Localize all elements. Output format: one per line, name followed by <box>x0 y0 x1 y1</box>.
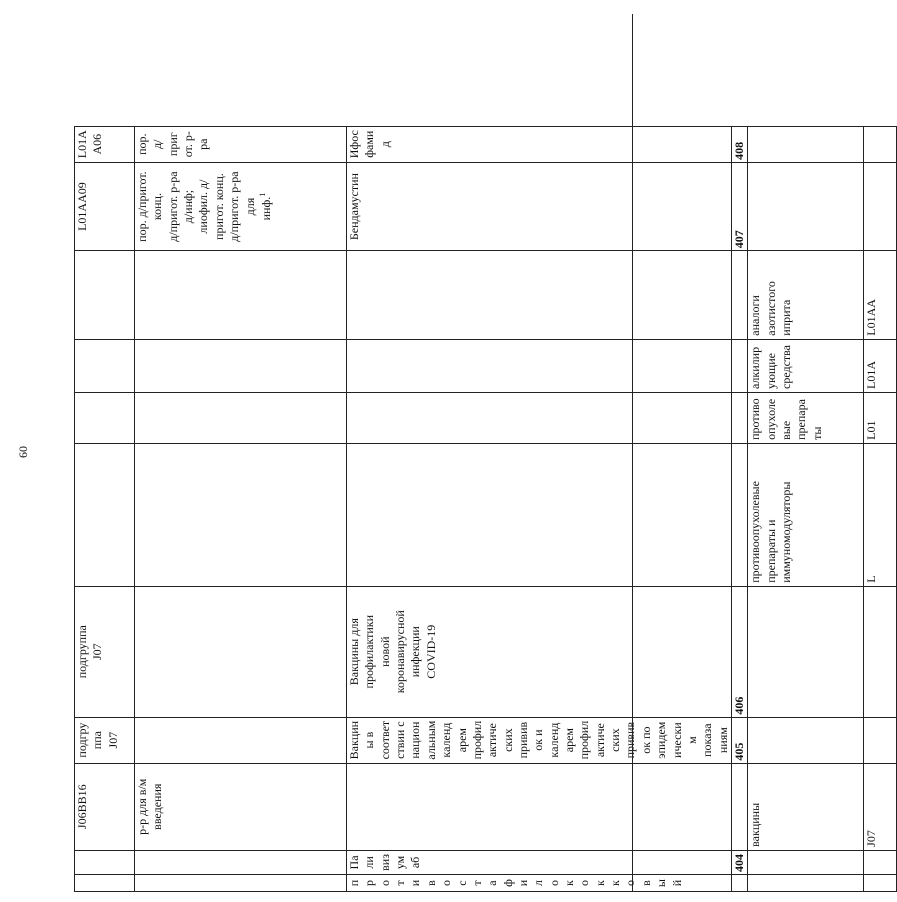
cell-code <box>864 339 897 392</box>
cell-num <box>731 850 747 874</box>
atx-text: L01AA09 <box>75 182 89 231</box>
cell-name <box>347 717 732 763</box>
drug-table <box>74 14 897 892</box>
name-text: Ифосфамид <box>347 130 392 159</box>
cell-name <box>347 393 732 444</box>
cell-group <box>748 393 864 444</box>
name-text: Вакцины в соответствии с национальным календарем профилактических прививок и календарем профилактических прививок по эпидемическим показаниям <box>347 720 730 760</box>
cell-group <box>748 586 864 717</box>
group-text: противоопухолевые препараты и иммуномодуляторы <box>748 481 794 583</box>
cell-code <box>864 393 897 444</box>
cell-num <box>731 162 747 250</box>
cell-form <box>135 443 347 586</box>
cell-name <box>347 126 732 162</box>
cell-atx <box>75 339 135 392</box>
cell-num <box>731 717 747 763</box>
cell-code <box>864 251 897 339</box>
group-text: противоопухолевые препараты <box>748 398 824 440</box>
cell-group <box>748 162 864 250</box>
cell-atx <box>75 850 135 874</box>
cell-num <box>731 126 747 162</box>
table-field-group <box>748 15 864 892</box>
cell-atx <box>75 126 135 162</box>
cell-form <box>135 717 347 763</box>
cell-name <box>347 763 732 850</box>
form-footnote-mark: 1 <box>257 192 267 197</box>
bottom-rule <box>632 14 633 892</box>
cell-group <box>748 251 864 339</box>
name-text: противостафилокок ковый <box>347 879 684 888</box>
cell-group <box>748 717 864 763</box>
cell-form <box>135 393 347 444</box>
cell-code <box>864 443 897 586</box>
cell-atx <box>75 875 135 892</box>
cell-atx <box>75 443 135 586</box>
cell-code <box>864 586 897 717</box>
cell-form <box>135 162 347 250</box>
group-text: аналоги азотистого иприта <box>748 281 794 336</box>
cell-num <box>731 875 747 892</box>
cell-form <box>135 251 347 339</box>
cell-num <box>731 339 747 392</box>
cell-code <box>864 763 897 850</box>
cell-name <box>347 443 732 586</box>
code-text: L01 <box>864 420 879 440</box>
num-text: 407 <box>731 230 746 249</box>
cell-num <box>731 443 747 586</box>
code-text: L <box>864 575 879 583</box>
atx-text: подгруппа J07 <box>75 722 120 758</box>
atx-text: подгруппа J07 <box>75 625 105 679</box>
num-text: 406 <box>731 696 746 715</box>
cell-form <box>135 850 347 874</box>
form-text: пор. д/пригот. р-ра <box>135 131 211 158</box>
cell-atx <box>75 717 135 763</box>
cell-form <box>135 763 347 850</box>
form-text: р-р для в/м введения <box>135 778 165 835</box>
cell-name <box>347 586 732 717</box>
num-text: 404 <box>731 854 746 873</box>
num-text: 408 <box>731 141 746 160</box>
cell-code <box>864 850 897 874</box>
cell-group <box>748 126 864 162</box>
cell-num <box>731 586 747 717</box>
cell-group <box>748 443 864 586</box>
cell-group <box>748 850 864 874</box>
cell-name <box>347 162 732 250</box>
cell-code <box>864 717 897 763</box>
cell-group <box>748 339 864 392</box>
atx-text: L01AA06 <box>75 130 105 159</box>
cell-code <box>864 126 897 162</box>
page-number: 60 <box>16 446 30 458</box>
num-text: 405 <box>731 742 746 761</box>
cell-code <box>864 162 897 250</box>
cell-atx <box>75 586 135 717</box>
cell-form <box>135 586 347 717</box>
cell-name <box>347 850 732 874</box>
cell-form <box>135 126 347 162</box>
form-text: пор. д/пригот. конц. д/пригот. р-ра д/инф; лиофил. д/пригот. конц. д/пригот. р-ра для инф.$^1$ <box>135 171 273 242</box>
table-field-form <box>135 15 347 892</box>
code-text: L01AA <box>864 299 879 336</box>
table-field-name <box>347 15 732 892</box>
cell-name <box>347 875 732 892</box>
name-text: Паливизумаб <box>347 854 423 871</box>
code-text: L01A <box>864 361 879 389</box>
cell-atx <box>75 162 135 250</box>
atx-text: J06BB16 <box>75 784 89 830</box>
cell-form <box>135 875 347 892</box>
table-field-atx <box>75 15 135 892</box>
cell-name <box>347 339 732 392</box>
name-text: Бендамустин <box>347 173 361 241</box>
code-text: J07 <box>864 830 879 847</box>
cell-form <box>135 339 347 392</box>
table-field-num <box>731 15 747 892</box>
cell-name <box>347 251 732 339</box>
group-text: алкилирующие средства <box>748 344 794 389</box>
cell-num <box>731 393 747 444</box>
name-text: Вакцины для профилактики новой коронавирусной инфекции COVID-19 <box>347 610 438 694</box>
cell-code <box>864 875 897 892</box>
cell-num <box>731 251 747 339</box>
cell-group <box>748 763 864 850</box>
cell-group <box>748 875 864 892</box>
table-field-code <box>864 15 897 892</box>
group-text: вакцины <box>748 802 763 847</box>
cell-atx <box>75 251 135 339</box>
cell-atx <box>75 393 135 444</box>
cell-atx <box>75 763 135 850</box>
cell-num <box>731 763 747 850</box>
